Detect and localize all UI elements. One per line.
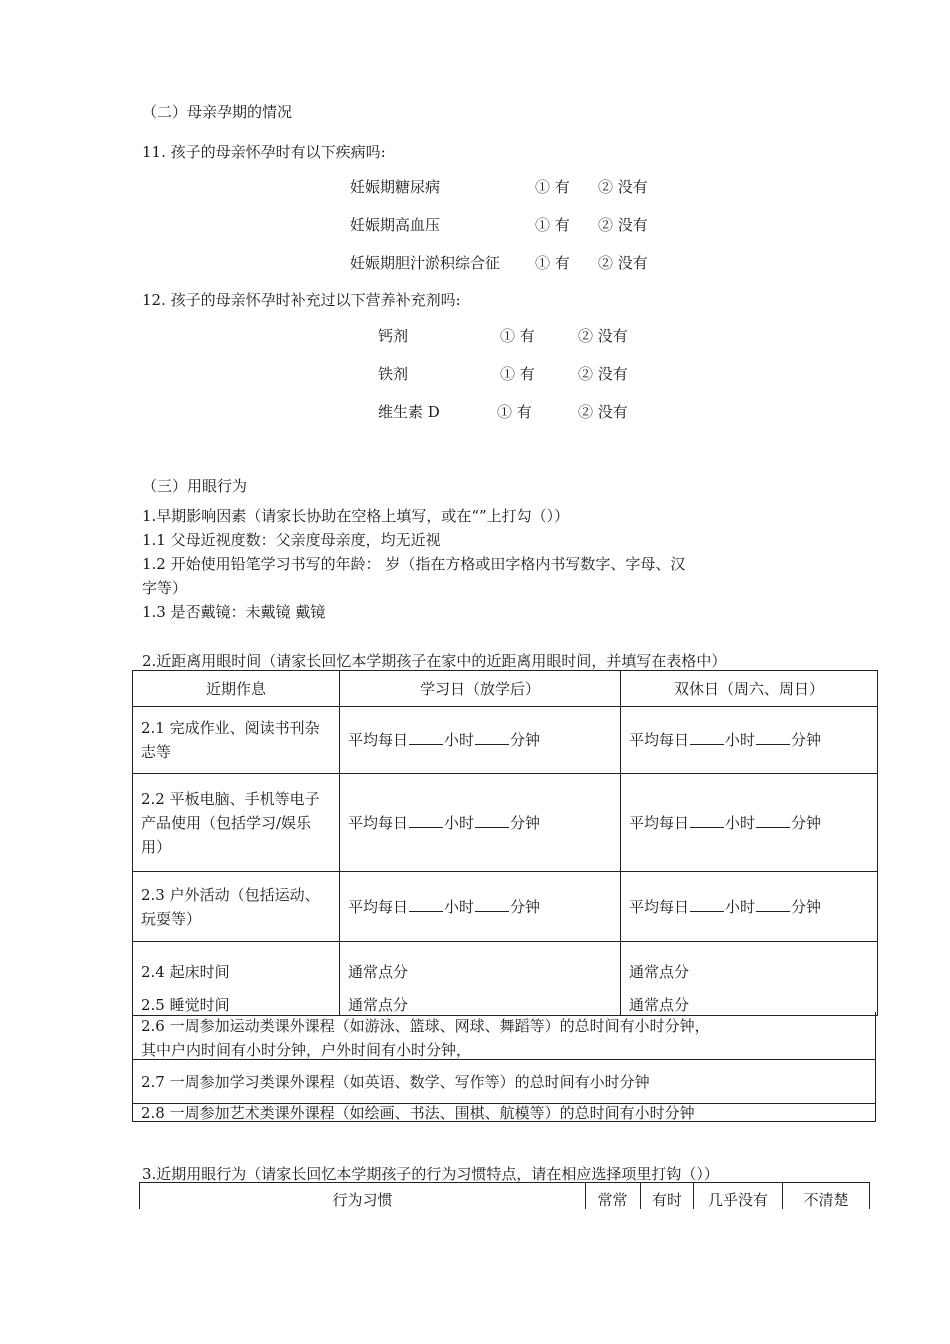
minute-blank[interactable] [475,813,509,828]
q11-item-label: 妊娠期糖尿病 [350,178,441,196]
q11-item-label: 妊娠期高血压 [350,216,441,234]
table2-caption: 2.近距离用眼时间（请家长回忆本学期孩子在家中的近距离用眼时间，并填写在表格中） [142,652,727,670]
table-header-row [133,671,878,707]
minute-blank[interactable] [475,897,509,912]
sports-class-text-cont: 其中户内时间有小时分钟，户外时间有小时分钟， [141,1041,472,1059]
table-row [133,872,878,942]
q11-text: 11. 孩子的母亲怀孕时有以下疾病吗: [142,143,386,161]
q12-option-no[interactable]: ② 没有 [578,365,628,383]
q11-option-no[interactable]: ② 没有 [598,216,648,234]
table-header: 不清楚 [783,1183,870,1209]
early-factors-heading: 1.早期影响因素（请家长协助在空格上填写，或在“”上打勾（）） [142,507,570,525]
table-header: 行为习惯 [139,1183,586,1209]
q12-option-no[interactable]: ② 没有 [578,327,628,345]
wake-time-field[interactable]: 通常点分 [629,963,690,981]
q12-item-label: 钙剂 [378,327,409,345]
sleep-time-field[interactable]: 通常点分 [629,996,690,1014]
q11-option-yes[interactable]: ① 有 [535,254,570,272]
section2-title: （二）母亲孕期的情况 [142,103,293,121]
table-header: 近期作息 [133,671,340,707]
art-class-text: 2.8 一周参加艺术类课外课程（如绘画、书法、围棋、航模等）的总时间有小时分钟 [141,1104,695,1122]
time-cell: 平均每日 小时 分钟 [621,774,878,872]
minute-blank[interactable] [756,813,790,828]
q12-option-yes[interactable]: ① 有 [500,365,535,383]
hour-blank[interactable] [409,813,443,828]
glasses-question: 1.3 是否戴镜：未戴镜 戴镜 [142,603,326,621]
table3-caption: 3.近期用眼行为（请家长回忆本学期孩子的行为习惯特点，请在相应选择项里打钩（）） [142,1165,719,1183]
study-class-text: 2.7 一周参加学习类课外课程（如英语、数学、写作等）的总时间有小时分钟 [141,1073,650,1091]
sleep-time-label: 2.5 睡觉时间 [141,996,230,1014]
behavior-table-header [139,1182,870,1209]
minute-blank[interactable] [756,730,790,745]
wake-sleep-label-cell [133,942,340,1016]
minute-blank[interactable] [756,897,790,912]
table-header: 学习日（放学后） [340,671,621,707]
writing-age-question-cont: 字等） [142,579,188,597]
q12-option-yes[interactable]: ① 有 [500,327,535,345]
sleep-time-field[interactable]: 通常点分 [348,996,409,1014]
hour-blank[interactable] [690,813,724,828]
q11-item-label: 妊娠期胆汁淤积综合征 [350,254,501,272]
row-label: 2.3 户外活动（包括运动、玩耍等） [133,872,340,942]
q12-item-label: 铁剂 [378,365,409,383]
q11-option-no[interactable]: ② 没有 [598,254,648,272]
row-label: 2.2 平板电脑、手机等电子产品使用（包括学习/娱乐用） [133,774,340,872]
table-header: 几乎没有 [694,1183,783,1209]
time-cell: 平均每日 小时 分钟 [621,707,878,774]
wake-sleep-cell [340,942,621,1016]
q12-text: 12. 孩子的母亲怀孕时补充过以下营养补充剂吗: [142,291,461,309]
table-row [133,774,878,872]
parent-myopia-question: 1.1 父母近视度数：父亲度母亲度，均无近视 [142,531,441,549]
sports-class-text: 2.6 一周参加运动类课外课程（如游泳、篮球、网球、舞蹈等）的总时间有小时分钟， [141,1017,710,1035]
q11-option-yes[interactable]: ① 有 [535,178,570,196]
table-row [133,707,878,774]
wake-time-field[interactable]: 通常点分 [348,963,409,981]
hour-blank[interactable] [409,730,443,745]
study-class-row [132,1060,876,1104]
time-cell: 平均每日 小时 分钟 [340,774,621,872]
minute-blank[interactable] [475,730,509,745]
time-cell: 平均每日 小时 分钟 [340,707,621,774]
art-class-row [132,1103,876,1122]
section3-title: （三）用眼行为 [142,477,248,495]
sports-class-row [132,1012,876,1060]
q12-option-yes[interactable]: ① 有 [497,403,532,421]
time-cell: 平均每日 小时 分钟 [621,872,878,942]
table-header: 双休日（周六、周日） [621,671,878,707]
table-row [133,942,878,1016]
writing-age-question: 1.2 开始使用铅笔学习书写的年龄： 岁（指在方格或田字格内书写数字、字母、汉 [142,555,686,573]
time-cell: 平均每日 小时 分钟 [340,872,621,942]
near-work-table [132,670,878,1016]
wake-sleep-cell [621,942,878,1016]
q11-option-yes[interactable]: ① 有 [535,216,570,234]
wake-time-label: 2.4 起床时间 [141,963,230,981]
table-header: 常常 [585,1183,641,1209]
q11-option-no[interactable]: ② 没有 [598,178,648,196]
hour-blank[interactable] [409,897,443,912]
hour-blank[interactable] [690,897,724,912]
row-label: 2.1 完成作业、阅读书刊杂志等 [133,707,340,774]
hour-blank[interactable] [690,730,724,745]
q12-item-label: 维生素 D [378,403,440,421]
table-header: 有时 [641,1183,694,1209]
q12-option-no[interactable]: ② 没有 [578,403,628,421]
